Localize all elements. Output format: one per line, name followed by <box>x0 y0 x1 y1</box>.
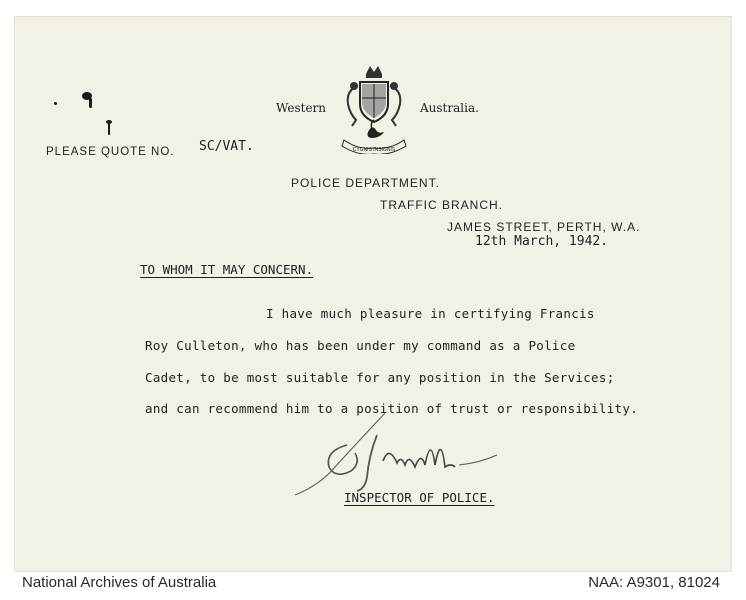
salutation: TO WHOM IT MAY CONCERN. <box>140 262 314 277</box>
archive-credit: National Archives of Australia <box>22 574 217 591</box>
archive-reference: NAA: A9301, 81024 <box>588 574 720 591</box>
letter-date: 12th March, 1942. <box>475 234 609 249</box>
department-name: POLICE DEPARTMENT. <box>291 176 440 190</box>
body-line: I have much pleasure in certifying Francis <box>266 306 595 321</box>
ink-blot <box>54 102 57 105</box>
ink-blot <box>108 122 110 135</box>
branch-name: TRAFFIC BRANCH. <box>380 198 503 212</box>
reference-label: PLEASE QUOTE NO. <box>46 146 175 158</box>
street-address: JAMES STREET, PERTH, W.A. <box>447 220 641 234</box>
body-line: and can recommend him to a position of trust or responsibility. <box>145 401 639 416</box>
letterhead-left-word: Western <box>276 101 327 115</box>
reference-number: SC/VAT. <box>199 139 254 154</box>
coat-of-arms-icon <box>332 60 416 154</box>
body-line: Cadet, to be most suitable for any position in the Services; <box>145 370 615 385</box>
letterhead-right-word: Australia. <box>420 101 479 115</box>
body-line: Roy Culleton, who has been under my command as a Police <box>145 338 576 353</box>
crest-motto: CYGNIS INSIGNIS <box>352 147 396 153</box>
signatory-title: INSPECTOR OF POLICE. <box>344 490 495 505</box>
ink-blot <box>89 98 92 108</box>
